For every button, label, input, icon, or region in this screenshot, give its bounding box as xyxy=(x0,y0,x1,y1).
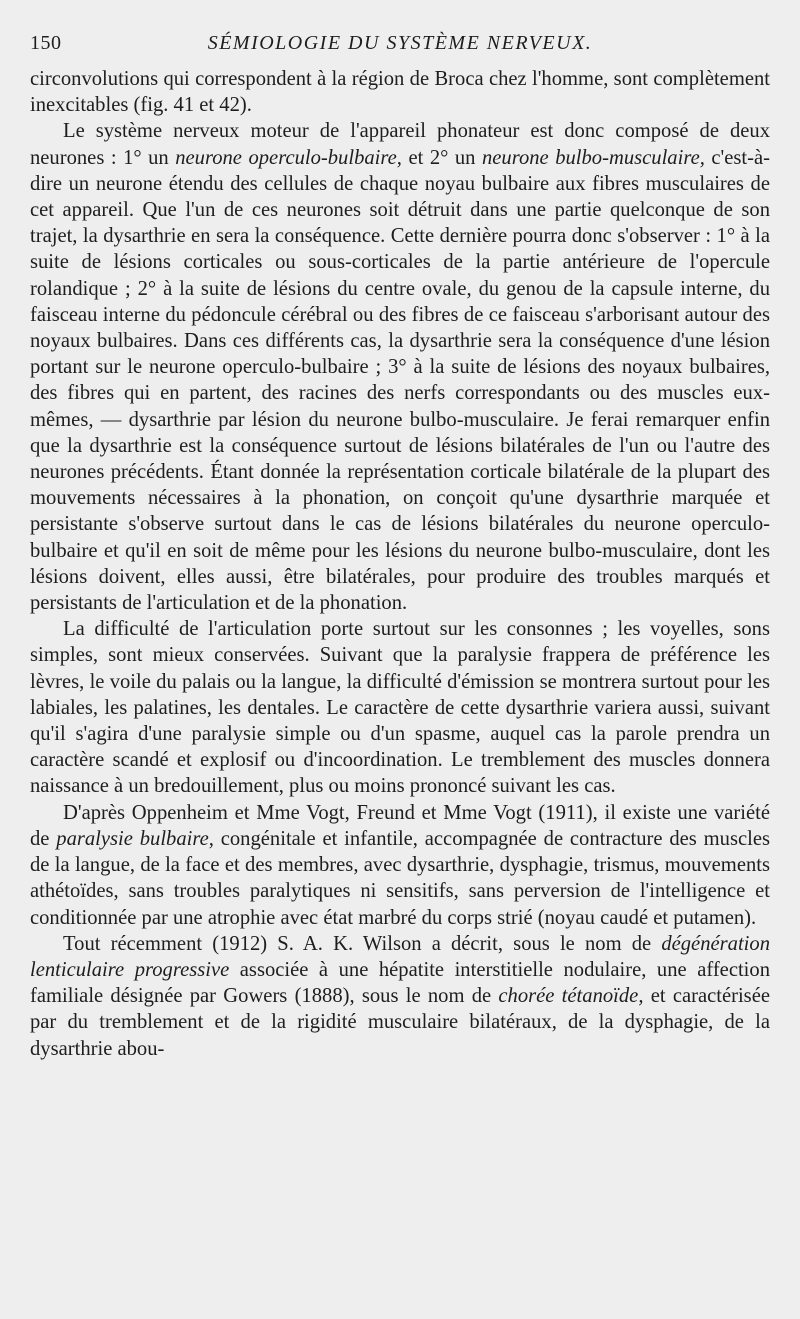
text-run: D'après Oppenheim et Mme Vogt, Freund et Mme Vogt (1911), il existe une variété de xyxy=(30,801,770,850)
text-run: et caractérisée par du tremblement et de la rigidité musculaire bilatéraux, de la dysphagie, de la dysarthrie abou- xyxy=(30,985,770,1060)
paragraph xyxy=(30,931,770,1062)
text-run: La difficulté de l'articulation porte surtout sur les consonnes ; les voyelles, sons simples, sont mieux conservées. Suivant que la paralysie frappera de préférence les lèvres, le voile du palais ou la langue, la difficulté d'émission se montrera surtout pour les labiales, les palatines, les dentales. Le caractère de cette dysarthrie variera aussi, suivant qu'il s'agira d'une paralysie simple ou d'un spasme, auquel cas la parole prendra un caractère scandé et explosif ou d'incoordination. Le tremblement des muscles donnera naissance à un bredouillement, plus ou moins prononcé suivant les cas. xyxy=(30,618,770,798)
paragraph xyxy=(30,66,770,118)
running-head: SÉMIOLOGIE DU SYSTÈME NERVEUX. xyxy=(207,32,593,54)
page-header xyxy=(30,30,770,66)
text-run: congénitale et infantile, accompagnée de contracture des muscles de la langue, de la face et des membres, avec dysarthrie, dysphagie, trismus, mouvements athétoïdes, sans troubles paralytiques ni sensitifs, sans perversion de l'intelligence et conditionnée par une atrophie avec état marbré du corps strié (noyau caudé et putamen). xyxy=(30,827,770,929)
body-text xyxy=(30,66,770,1062)
page-number: 150 xyxy=(30,32,62,54)
paragraph xyxy=(30,800,770,931)
paragraph xyxy=(30,118,770,616)
text-run: c'est-à-dire un neurone étendu des cellules de chaque noyau bulbaire aux fibres musculaires de cet appareil. Que l'un de ces neurones soit détruit dans une partie quelconque de son trajet, la dysarthrie en sera la conséquence. Cette dernière pourra donc s'observer : 1° à la suite de lésions corticales ou sous-corticales de la partie antérieure de l'opercule rolandique ; 2° à la suite de lésions du centre ovale, du genou de la capsule interne, du faisceau interne du pédoncule cérébral ou des fibres de ce faisceau s'arborisant autour des noyaux bulbaires. Dans ces différents cas, la dysarthrie sera la conséquence d'une lésion portant sur le neurone operculo-bulbaire ; 3° à la suite de lésions des noyaux bulbaires, des fibres qui en partent, des racines des nerfs correspondants ou des muscles eux-mêmes, — dysarthrie par lésion du neurone bulbo-musculaire. Je ferai remarquer enfin que la dysarthrie est la conséquence surtout de lésions bilatérales de l'un ou l'autre des neurones précédents. Étant donnée la représentation corticale bilatérale de la plupart des mouvements nécessaires à la phonation, on conçoit qu'une dysarthrie marquée et persistante s'observe surtout dans le cas de lésions bilatérales du neurone operculo-bulbaire et qu'il en soit de même pour les lésions du neurone bulbo-musculaire, dont les lésions doivent, elles aussi, être bilatérales, pour produire des troubles marqués et persistants de l'articulation et de la phonation. xyxy=(30,146,770,615)
italic-term: neurone bulbo-musculaire, xyxy=(481,146,705,169)
text-run: Le système nerveux moteur de l'appareil phonateur est donc composé de deux neurones : 1° un xyxy=(30,120,770,169)
text-run: associée à une hépatite interstitielle nodulaire, une affection familiale désignée par Gowers (1888), sous le nom de xyxy=(30,958,770,1008)
text-run: et 2° un xyxy=(401,146,482,169)
italic-term: paralysie bulbaire, xyxy=(56,827,214,850)
text-run: circonvolutions qui correspondent à la région de Broca chez l'homme, sont complètement inexcitables (fig. 41 et 42). xyxy=(30,68,770,117)
italic-term: chorée tétanoïde, xyxy=(498,985,644,1008)
italic-term: dégénération lenticulaire progressive xyxy=(30,932,770,981)
italic-term: neurone operculo-bulbaire, xyxy=(175,146,402,169)
paragraph xyxy=(30,616,770,799)
text-run: Tout récemment (1912) S. A. K. Wilson a décrit, sous le nom de xyxy=(63,932,662,955)
